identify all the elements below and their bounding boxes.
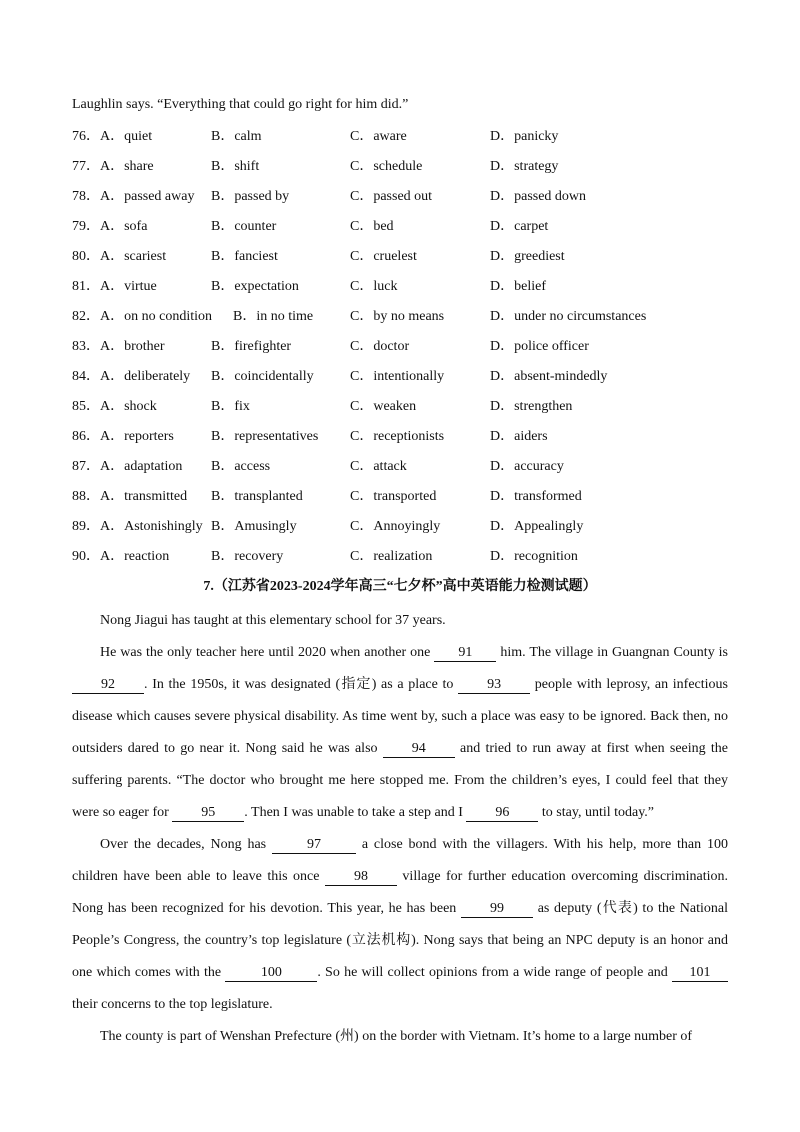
question-number: 84． xyxy=(72,369,100,384)
blank-100[interactable]: 100 xyxy=(225,965,317,982)
question-row xyxy=(72,457,732,487)
option-b[interactable]: B．access xyxy=(211,459,271,474)
question-number: 88． xyxy=(72,489,100,504)
blank-101[interactable]: 101 xyxy=(672,965,728,982)
passage-paragraph-3 xyxy=(72,829,728,1021)
option-a[interactable]: A．deliberately xyxy=(100,369,191,384)
text-run: . In the 1950s, it was designated (指定) as a place to xyxy=(144,677,459,692)
question-number: 83． xyxy=(72,339,100,354)
question-number: 90． xyxy=(72,549,100,564)
question-number: 77． xyxy=(72,159,100,174)
option-a[interactable]: A．transmitted xyxy=(100,489,188,504)
blank-93[interactable]: 93 xyxy=(458,677,530,694)
option-c[interactable]: C．receptionists xyxy=(350,429,445,444)
section-title: 7.（江苏省2023-2024学年高三“七夕杯”高中英语能力检测试题） xyxy=(203,579,597,594)
option-c[interactable]: C．Annoyingly xyxy=(350,519,441,534)
question-row xyxy=(72,337,732,367)
text-run: He was the only teacher here until 2020 when another one xyxy=(100,645,435,660)
option-b[interactable]: B．firefighter xyxy=(211,339,292,354)
text-run: village for further education overcoming discrimination. Nong has been recognized for his devotion. This year, he has been xyxy=(72,869,728,916)
passage-paragraph-4: The county is part of Wenshan Prefecture (州) on the border with Vietnam. It’s home to a large number of xyxy=(100,1029,693,1044)
option-a[interactable]: A．reaction xyxy=(100,549,170,564)
text-run: him. The village in Guangnan County is xyxy=(496,645,728,660)
question-row xyxy=(72,187,732,217)
option-c[interactable]: C．luck xyxy=(350,279,398,294)
option-b[interactable]: B．shift xyxy=(211,159,260,174)
text-run: . So he will collect opinions from a wide range of people and xyxy=(317,965,673,980)
blank-99[interactable]: 99 xyxy=(461,901,533,918)
option-c[interactable]: C．by no means xyxy=(350,309,445,324)
option-a[interactable]: A．sofa xyxy=(100,219,148,234)
option-b[interactable]: B．representatives xyxy=(211,429,319,444)
option-b[interactable]: B．counter xyxy=(211,219,277,234)
question-number: 79． xyxy=(72,219,100,234)
option-a[interactable]: A．brother xyxy=(100,339,165,354)
question-number: 76． xyxy=(72,129,100,144)
option-d[interactable]: D．panicky xyxy=(490,129,559,144)
option-d[interactable]: D．accuracy xyxy=(490,459,564,474)
option-a[interactable]: A．reporters xyxy=(100,429,174,444)
option-a[interactable]: A．adaptation xyxy=(100,459,183,474)
option-b[interactable]: B．Amusingly xyxy=(211,519,297,534)
question-row xyxy=(72,397,732,427)
option-a[interactable]: A．virtue xyxy=(100,279,157,294)
option-c[interactable]: C．schedule xyxy=(350,159,423,174)
answer-options-list xyxy=(72,127,732,577)
question-row xyxy=(72,127,732,157)
option-b[interactable]: B．transplanted xyxy=(211,489,303,504)
option-a[interactable]: A．on no condition xyxy=(100,309,212,324)
option-c[interactable]: C．attack xyxy=(350,459,407,474)
question-number: 80． xyxy=(72,249,100,264)
passage-paragraph-2 xyxy=(72,637,728,829)
blank-94[interactable]: 94 xyxy=(383,741,455,758)
question-number: 78． xyxy=(72,189,100,204)
option-a[interactable]: A．passed away xyxy=(100,189,195,204)
text-run: their concerns to the top legislature. xyxy=(72,997,273,1012)
question-row xyxy=(72,517,732,547)
option-d[interactable]: D．absent-mindedly xyxy=(490,369,608,384)
option-c[interactable]: C．doctor xyxy=(350,339,410,354)
question-number: 87． xyxy=(72,459,100,474)
blank-95[interactable]: 95 xyxy=(172,805,244,822)
option-d[interactable]: D．recognition xyxy=(490,549,578,564)
option-c[interactable]: C．weaken xyxy=(350,399,417,414)
question-number: 86． xyxy=(72,429,100,444)
option-b[interactable]: B．fix xyxy=(211,399,250,414)
option-c[interactable]: C．bed xyxy=(350,219,394,234)
question-row xyxy=(72,157,732,187)
option-b[interactable]: B．passed by xyxy=(211,189,290,204)
option-c[interactable]: C．aware xyxy=(350,129,407,144)
option-b[interactable]: B．coincidentally xyxy=(211,369,314,384)
cloze-passage xyxy=(72,605,728,1053)
option-d[interactable]: D．greediest xyxy=(490,249,565,264)
option-d[interactable]: D．passed down xyxy=(490,189,587,204)
question-number: 89． xyxy=(72,519,100,534)
option-d[interactable]: D．Appealingly xyxy=(490,519,584,534)
option-d[interactable]: D．belief xyxy=(490,279,546,294)
option-d[interactable]: D．transformed xyxy=(490,489,582,504)
question-row xyxy=(72,247,732,277)
text-run: people with leprosy, an infectious disease which causes severe physical disability. As time went by, such a place was easy to be ignored. Back then, no outsiders dared to go near it. Nong said he was also xyxy=(72,677,728,756)
question-row xyxy=(72,307,732,337)
option-c[interactable]: C．passed out xyxy=(350,189,433,204)
question-row xyxy=(72,547,732,577)
option-c[interactable]: C．cruelest xyxy=(350,249,417,264)
option-d[interactable]: D．aiders xyxy=(490,429,548,444)
option-a[interactable]: A．scariest xyxy=(100,249,167,264)
blank-92[interactable]: 92 xyxy=(72,677,144,694)
option-a[interactable]: A．Astonishingly xyxy=(100,519,203,534)
option-d[interactable]: D．strengthen xyxy=(490,399,573,414)
option-d[interactable]: D．strategy xyxy=(490,159,559,174)
question-row xyxy=(72,277,732,307)
option-c[interactable]: C．intentionally xyxy=(350,369,445,384)
question-row xyxy=(72,217,732,247)
question-row xyxy=(72,367,732,397)
blank-96[interactable]: 96 xyxy=(466,805,538,822)
option-d[interactable]: D．police officer xyxy=(490,339,589,354)
option-c[interactable]: C．transported xyxy=(350,489,437,504)
option-b[interactable]: B．fanciest xyxy=(211,249,278,264)
option-b[interactable]: B．calm xyxy=(211,129,262,144)
option-b[interactable]: B．expectation xyxy=(211,279,299,294)
text-run: and tried to run away at first when seeing the suffering parents. “The doctor who brought me here stopped me. From the children’s eyes, I could feel that they were so eager for xyxy=(72,741,728,820)
question-number: 85． xyxy=(72,399,100,414)
blank-98[interactable]: 98 xyxy=(325,869,397,886)
option-a[interactable]: A．quiet xyxy=(100,129,153,144)
text-run: a close bond with the villagers. With his help, more than 100 children have been able to leave this once xyxy=(72,837,728,884)
question-row xyxy=(72,427,732,457)
text-run: Over the decades, Nong has xyxy=(100,837,272,852)
question-number: 82． xyxy=(72,309,100,324)
previous-passage-ending: Laughlin says. “Everything that could go right for him did.” xyxy=(72,97,409,112)
option-b[interactable]: B．recovery xyxy=(211,549,284,564)
text-run: to stay, until today.” xyxy=(538,805,655,820)
question-row xyxy=(72,487,732,517)
option-a[interactable]: A．share xyxy=(100,159,154,174)
option-d[interactable]: D．carpet xyxy=(490,219,549,234)
option-b[interactable]: B．in no time xyxy=(233,309,314,324)
text-run: . Then I was unable to take a step and I xyxy=(244,805,467,820)
passage-paragraph-1: Nong Jiagui has taught at this elementary school for 37 years. xyxy=(100,613,446,628)
blank-91[interactable]: 91 xyxy=(434,645,496,662)
blank-97[interactable]: 97 xyxy=(272,837,356,854)
text-run: as deputy (代表) to the National People’s Congress, the country’s top legislature (立法机构). Nong says that being an NPC deputy is an honor and one which comes with the xyxy=(72,901,729,980)
option-d[interactable]: D．under no circumstances xyxy=(490,309,647,324)
option-a[interactable]: A．shock xyxy=(100,399,157,414)
option-c[interactable]: C．realization xyxy=(350,549,433,564)
question-number: 81． xyxy=(72,279,100,294)
